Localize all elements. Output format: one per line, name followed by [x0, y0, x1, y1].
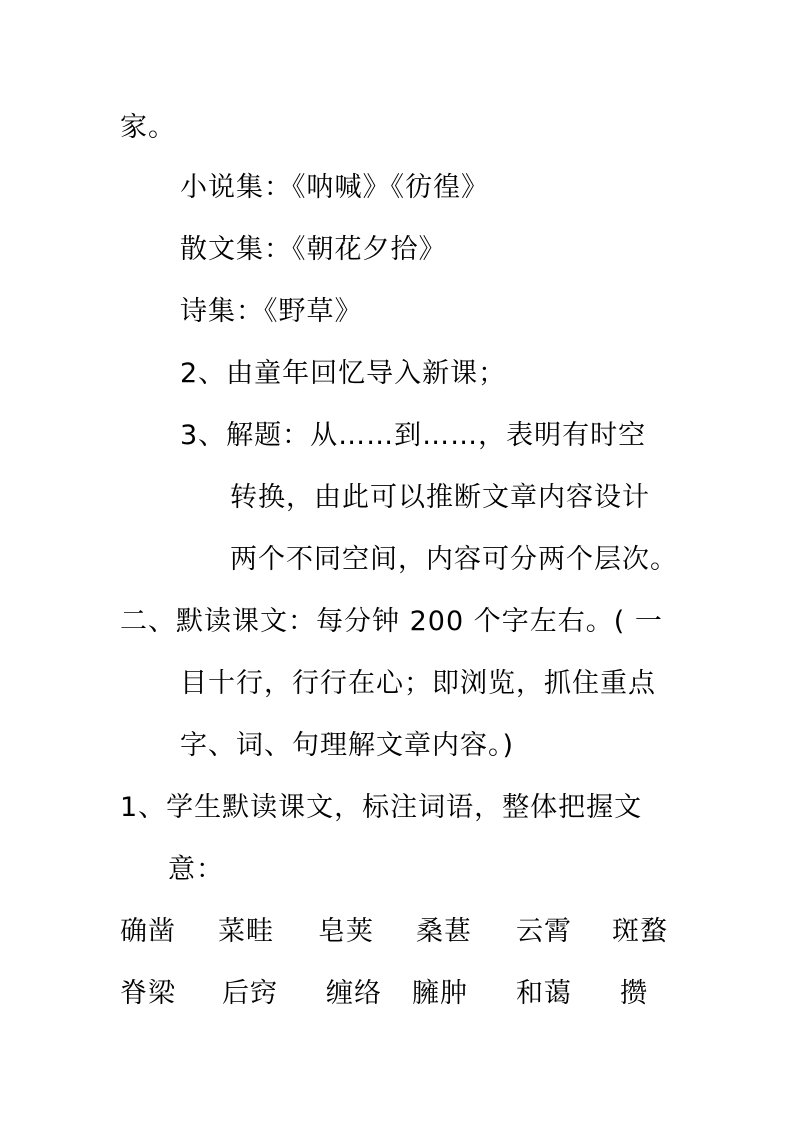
- text-line-item-2: 2、由童年回忆导入新课；: [180, 358, 507, 389]
- text-line-step-1-cont: 意：: [168, 854, 224, 885]
- text-line-continuation: 家。: [120, 112, 176, 143]
- vocabulary-word: 桑葚: [416, 916, 472, 947]
- vocabulary-word: 确凿: [120, 916, 176, 947]
- vocabulary-word: 后窍: [222, 978, 278, 1009]
- vocabulary-word: 菜畦: [218, 916, 274, 947]
- text-line-section-2-cont-1: 目十行，行行在心；即浏览，抓住重点: [180, 668, 656, 699]
- vocabulary-word: 斑蝥: [612, 916, 668, 947]
- text-line-step-1: 1、学生默读课文，标注词语，整体把握文: [120, 792, 643, 823]
- text-line-poetry-collection: 诗集：《野草》: [180, 296, 363, 327]
- text-line-item-3-cont-1: 转换，由此可以推断文章内容设计: [230, 482, 650, 513]
- vocabulary-word: 攒: [620, 978, 648, 1009]
- vocabulary-word: 云霄: [516, 916, 572, 947]
- vocabulary-word: 缠络: [326, 978, 382, 1009]
- text-line-prose-collection: 散文集：《朝花夕拾》: [180, 234, 447, 265]
- vocabulary-word: 脊梁: [120, 978, 176, 1009]
- text-line-item-3-cont-2: 两个不同空间，内容可分两个层次。: [230, 544, 678, 575]
- text-line-section-2-heading: 二、默读课文：每分钟 200 个字左右。( 一: [120, 606, 663, 637]
- vocabulary-word: 臃肿: [412, 978, 468, 1009]
- vocabulary-word: 皂荚: [318, 916, 374, 947]
- text-line-section-2-cont-2: 字、词、句理解文章内容。): [180, 730, 515, 761]
- text-line-novel-collections: 小说集：《呐喊》《彷徨》: [180, 172, 489, 203]
- vocabulary-word: 和蔼: [516, 978, 572, 1009]
- text-line-item-3: 3、解题：从……到……，表明有时空: [180, 420, 647, 451]
